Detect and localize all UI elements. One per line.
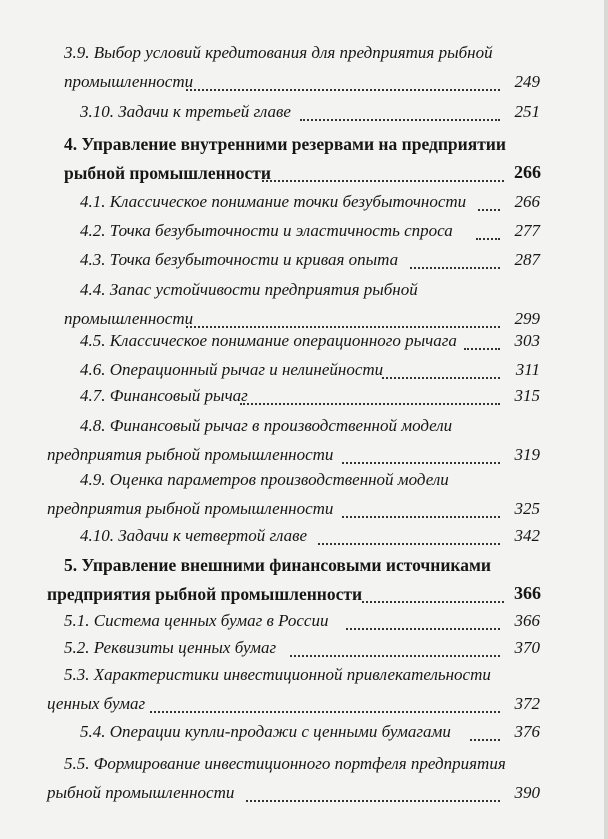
toc-page-number: 390 [514,783,540,802]
toc-page-number: 325 [514,499,540,518]
toc-page-number: 315 [514,386,540,405]
toc-entry-line: предприятия рыбной промышленности [47,499,334,518]
toc-section-line: предприятия рыбной промышленности [47,584,363,604]
toc-leader [186,87,500,91]
toc-entry-line: 5.2. Реквизиты ценных бумаг [64,638,277,657]
toc-page-number: 342 [514,526,540,545]
toc-section-line: 4. Управление внутренними резервами на предприятии [64,134,506,154]
toc-page-number: 370 [514,638,540,657]
toc-page-number: 251 [514,102,540,121]
toc-entry-line: 4.10. Задачи к четвертой главе [80,526,307,545]
toc-page-number: 376 [514,722,540,741]
toc-entry-line: 5.5. Формирование инвестиционного портфеля предприятия [64,754,506,773]
toc-section-line: 5. Управление внешними финансовыми источниками [64,555,492,575]
toc-entry-line: 4.7. Финансовый рычаг [80,386,248,405]
toc-leader [186,324,500,328]
toc-entry-line: 4.9. Оценка параметров производственной модели [80,470,449,489]
toc-leader [464,346,500,350]
toc-page-number: 303 [514,331,540,350]
toc-entry-line: 5.1. Система ценных бумаг в России [64,611,329,630]
toc-page-number: 277 [514,221,540,240]
toc-leader [150,709,500,713]
toc-page-number: 266 [514,162,541,182]
toc-page-number: 249 [514,72,540,91]
toc-section-line: рыбной промышленности [64,163,271,183]
toc-entry-line: 4.5. Классическое понимание операционного рычага [80,331,457,350]
toc-leader [300,117,500,121]
toc-page-number: 311 [515,360,540,379]
toc-entry-line: 3.10. Задачи к третьей главе [80,102,291,121]
toc-leader [470,737,500,741]
toc-page-number: 319 [514,445,540,464]
toc-entry-line: предприятия рыбной промышленности [47,445,334,464]
toc-entry-line: 4.1. Классическое понимание точки безубыточности [80,192,467,211]
toc-entry-line: 4.4. Запас устойчивости предприятия рыбной [80,280,418,299]
toc-leader [262,178,504,182]
toc-entry-line: 4.2. Точка безубыточности и эластичность спроса [80,221,453,240]
toc-leader [346,626,500,630]
toc-entry-line: 4.6. Операционный рычаг и нелинейности [80,360,384,379]
toc-page-number: 366 [514,583,541,603]
toc-page-number: 266 [514,192,540,211]
toc-leader [318,541,500,545]
toc-leader [478,207,500,211]
toc-entry-line: рыбной промышленности [47,783,235,802]
toc-leader [382,375,500,379]
toc-entry-line: 5.4. Операции купли-продажи с ценными бумагами [80,722,451,741]
toc-page-number: 366 [514,611,540,630]
toc-page-number: 287 [514,250,540,269]
toc-page-number: 372 [514,694,540,713]
page-edge [604,0,608,839]
toc-leader [342,514,500,518]
toc-entry-line: 3.9. Выбор условий кредитования для предприятия рыбной [64,43,493,62]
toc-leader [410,265,500,269]
toc-entry-line: промышленности [64,72,194,91]
toc-leader [240,401,500,405]
toc-entry-line: промышленности [64,309,194,328]
toc-page-number: 299 [514,309,540,328]
toc-leader [476,236,500,240]
toc-leader [342,460,500,464]
toc-entry-line: 5.3. Характеристики инвестиционной привлекательности [64,665,491,684]
toc-leader [246,798,500,802]
toc-entry-line: 4.3. Точка безубыточности и кривая опыта [80,250,399,269]
toc-leader [362,599,504,603]
toc-leader [290,653,500,657]
toc-entry-line: ценных бумаг [47,694,146,713]
toc-entry-line: 4.8. Финансовый рычаг в производственной модели [80,416,453,435]
